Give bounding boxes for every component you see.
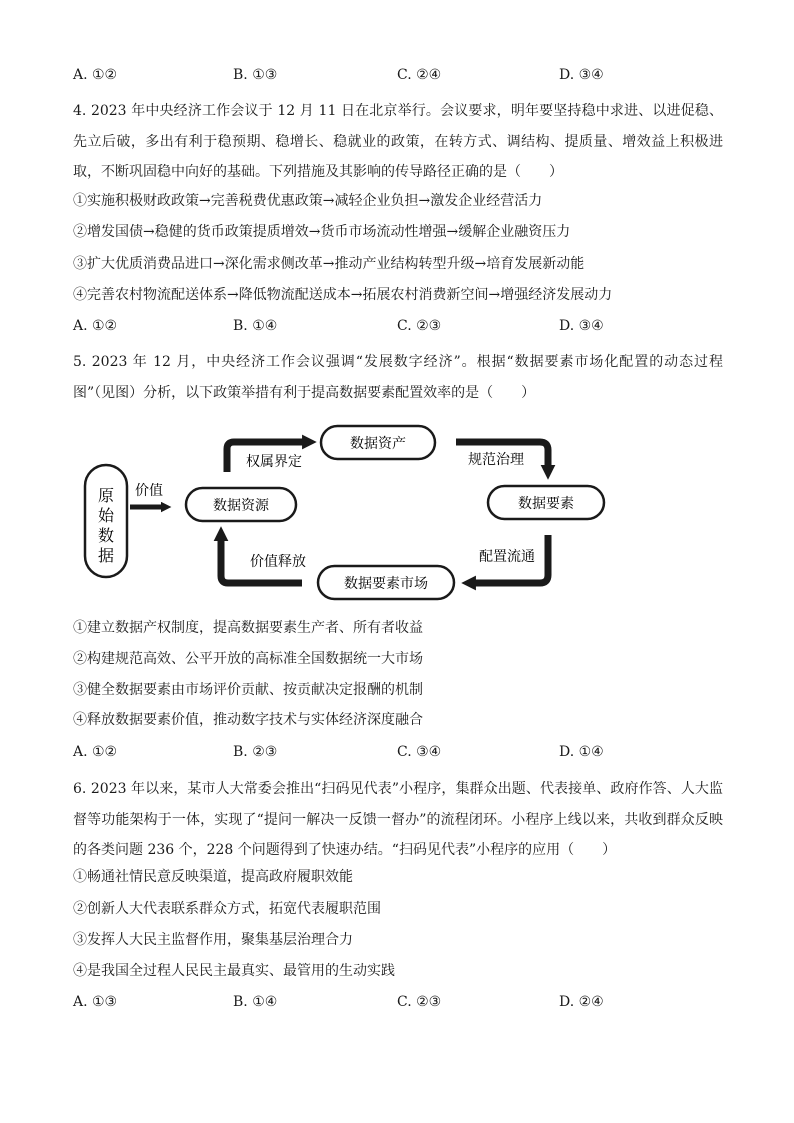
label-value-release: 价值释放: [250, 554, 306, 570]
q3-option-d: D. ③④: [559, 67, 604, 83]
q5-options: [73, 743, 633, 761]
node-data-market-label: 数据要素市场: [344, 576, 428, 592]
q5-item-4: ④释放数据要素价值，推动数字技术与实体经济深度融合: [73, 712, 423, 728]
q5-item-3: ③健全数据要素由市场评价贡献、按贡献决定报酬的机制: [73, 682, 423, 698]
q6-stem: 6. 2023 年以来，某市人大常委会推出“扫码见代表”小程序，集群众出题、代表接单、政府作答、人大监督等功能架构于一体，实现了“提问一解决一反馈一督办”的流程闭环。小程序上线以来，共收到群众反映的各类问题 236 个，228 个问题得到了快速办结。“扫码见代表”小程序的应用（ ）: [73, 781, 723, 858]
label-allocation-circulation: 配置流通: [479, 549, 535, 565]
q4-option-c: C. ②③: [397, 318, 442, 334]
q6-option-d: D. ②④: [559, 994, 604, 1010]
node-data-resource-label: 数据资源: [213, 498, 269, 514]
q6-item-2: ②创新人大代表联系群众方式，拓宽代表履职范围: [73, 901, 381, 917]
q4-item-3: ③扩大优质消费品进口→深化需求侧改革→推动产业结构转型升级→培育发展新动能: [73, 256, 585, 272]
q5-option-b: B. ②③: [233, 744, 278, 760]
node-data-asset-label: 数据资产: [350, 436, 406, 452]
q3-option-a: A. ①②: [73, 67, 118, 83]
q6-item-3: ③发挥人大民主监督作用，聚集基层治理合力: [73, 932, 353, 948]
q5-option-d: D. ①④: [559, 744, 604, 760]
q4-option-d: D. ③④: [559, 318, 604, 334]
q4-item-2: ②增发国债→稳健的货币政策提质增效→货币市场流动性增强→缓解企业融资压力: [73, 224, 571, 240]
q5-option-a: A. ①②: [73, 744, 118, 760]
q5-item-1: ①建立数据产权制度，提高数据要素生产者、所有者收益: [73, 620, 423, 636]
q4-stem: 4. 2023 年中央经济工作会议于 12 月 11 日在北京举行。会议要求，明年要坚持稳中求进、以进促稳、先立后破，多出有利于稳预期、稳增长、稳就业的政策，在转方式、调结构、提质量、增效益上积极进取，不断巩固稳中向好的基础。下列措施及其影响的传导路径正确的是（ ）: [73, 103, 723, 180]
q5-stem: 5. 2023 年 12 月，中央经济工作会议强调“发展数字经济”。根据“数据要素市场化配置的动态过程图”（见图）分析，以下政策举措有利于提高数据要素配置效率的是（ ）: [73, 354, 723, 401]
q3-option-b: B. ①③: [233, 67, 278, 83]
raw-data-char-4: 据: [97, 546, 115, 565]
q4-option-a: A. ①②: [73, 318, 118, 334]
raw-data-char-3: 数: [97, 526, 115, 545]
q6-item-4: ④是我国全过程人民民主最真实、最管用的生动实践: [73, 963, 395, 979]
q6-option-c: C. ②③: [397, 994, 442, 1010]
q6-item-1: ①畅通社情民意反映渠道，提高政府履职效能: [73, 869, 353, 885]
raw-data-char-2: 始: [97, 506, 115, 525]
q6-options: [73, 993, 633, 1011]
q3-option-c: C. ②④: [397, 67, 442, 83]
label-standard-governance: 规范治理: [468, 452, 524, 468]
raw-data-char-1: 原: [97, 486, 115, 505]
q6-option-a: A. ①③: [73, 994, 118, 1010]
q5-option-c: C. ③④: [397, 744, 442, 760]
q4-item-4: ④完善农村物流配送体系→降低物流配送成本→拓展农村消费新空间→增强经济发展动力: [73, 287, 613, 303]
value-label: 价值: [135, 483, 163, 499]
q4-option-b: B. ①④: [233, 318, 278, 334]
q6-option-b: B. ①④: [233, 994, 278, 1010]
q5-item-2: ②构建规范高效、公平开放的高标准全国数据统一大市场: [73, 651, 423, 667]
label-rights-definition: 权属界定: [246, 454, 302, 470]
node-data-element-label: 数据要素: [518, 496, 574, 512]
q4-item-1: ①实施积极财政政策→完善税费优惠政策→减轻企业负担→激发企业经营活力: [73, 193, 543, 209]
